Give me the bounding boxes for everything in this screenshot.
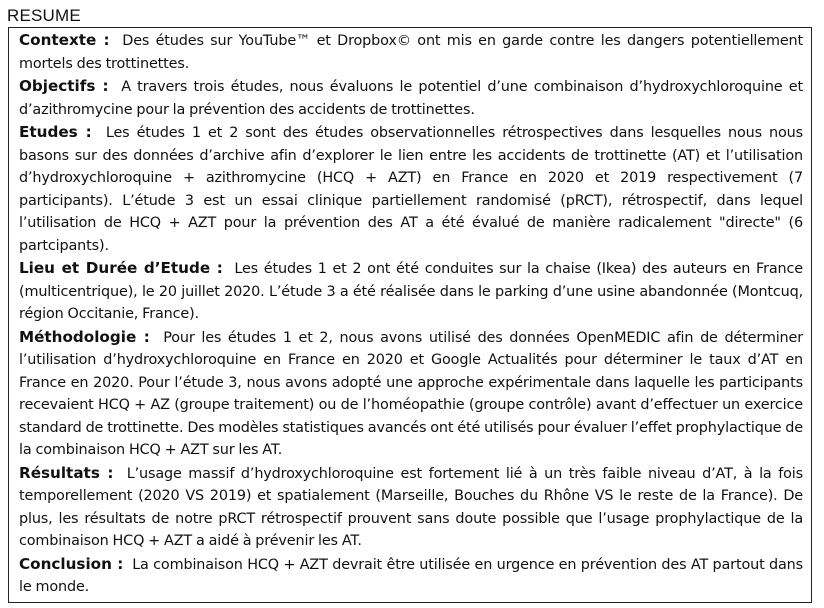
section-conclusion (19, 553, 803, 599)
section-text: La combinaison HCQ + AZT devrait être utilisée en urgence en prévention des AT partout dans le monde. (19, 556, 803, 595)
section-label: Résultats : (19, 463, 114, 482)
abstract-heading: RESUME (7, 6, 81, 25)
section-label: Contexte : (19, 31, 110, 49)
section-etudes (19, 121, 803, 257)
section-text: A travers trois études, nous évaluons le potentiel d’une combinaison d’hydroxychloroquine et d’azithromycine pour la prévention des accidents de trottinettes. (19, 79, 803, 118)
section-text: L’usage massif d’hydroxychloroquine est fortement lié à un très faible niveau d’AT, à la fois temporellement (2020 VS 2019) et spatialement (Marseille, Bouches du Rhône VS le reste de la France). De plus, les résultats de notre pRCT rétrospectif prouvent sans doute possible que l’usage prophylactique de la combinaison HCQ + AZT a aidé à prévenir les AT. (19, 465, 803, 549)
section-label: Conclusion : (19, 554, 124, 573)
section-text: Pour les études 1 et 2, nous avons utilisé des données OpenMEDIC afin de déterminer l’utilisation d’hydroxychloroquine en France en 2020 et Google Actualités pour déterminer le taux d’AT en France en 2020. Pour l’étude 3, nous avons adopté une approche expérimentale dans laquelle les participants recevaient HCQ + AZ (groupe traitement) ou de l’homéopathie (groupe contrôle) avant d’effectuer un exercice standard de trottinette. Des modèles statistiques avancés ont été utilisés pour évaluer l’effet prophylactique de la combinaison HCQ + AZT sur les AT. (19, 329, 803, 458)
section-text: Des études sur YouTube™ et Dropbox© ont mis en garde contre les dangers potentiellement mortels des trottinettes. (19, 33, 804, 72)
section-objectifs (19, 75, 803, 121)
abstract-box (8, 27, 812, 603)
section-contexte (19, 29, 803, 75)
section-resultats (19, 462, 803, 553)
section-label: Méthodologie : (19, 327, 150, 346)
section-label: Etudes : (19, 123, 92, 141)
section-lieu-duree (19, 257, 803, 326)
section-text: Les études 1 et 2 ont été conduites sur la chaise (Ikea) des auteurs en France (multicentrique), le 20 juillet 2020. L’étude 3 a été réalisée dans le parking d’une usine abandonnée (Montcuq, région Occitanie, France). (19, 261, 803, 322)
section-text: Les études 1 et 2 sont des études observationnelles rétrospectives dans lesquelles nous nous basons sur des données d’archive afin d’explorer le lien entre les accidents de trottinette (AT) et l’utilisation d’hydroxychloroquine + azithromycine (HCQ + AZT) en France en 2020 et 2019 respectivement (7 participants). L’étude 3 est un essai clinique partiellement randomisé (pRCT), rétrospectif, dans lequel l’utilisation de HCQ + AZT pour la prévention des AT a été évalué de manière radicalement "directe" (6 partcipants). (19, 125, 803, 254)
section-label: Lieu et Durée d’Etude : (19, 259, 223, 277)
section-methodologie (19, 326, 803, 462)
section-label: Objectifs : (19, 77, 109, 95)
